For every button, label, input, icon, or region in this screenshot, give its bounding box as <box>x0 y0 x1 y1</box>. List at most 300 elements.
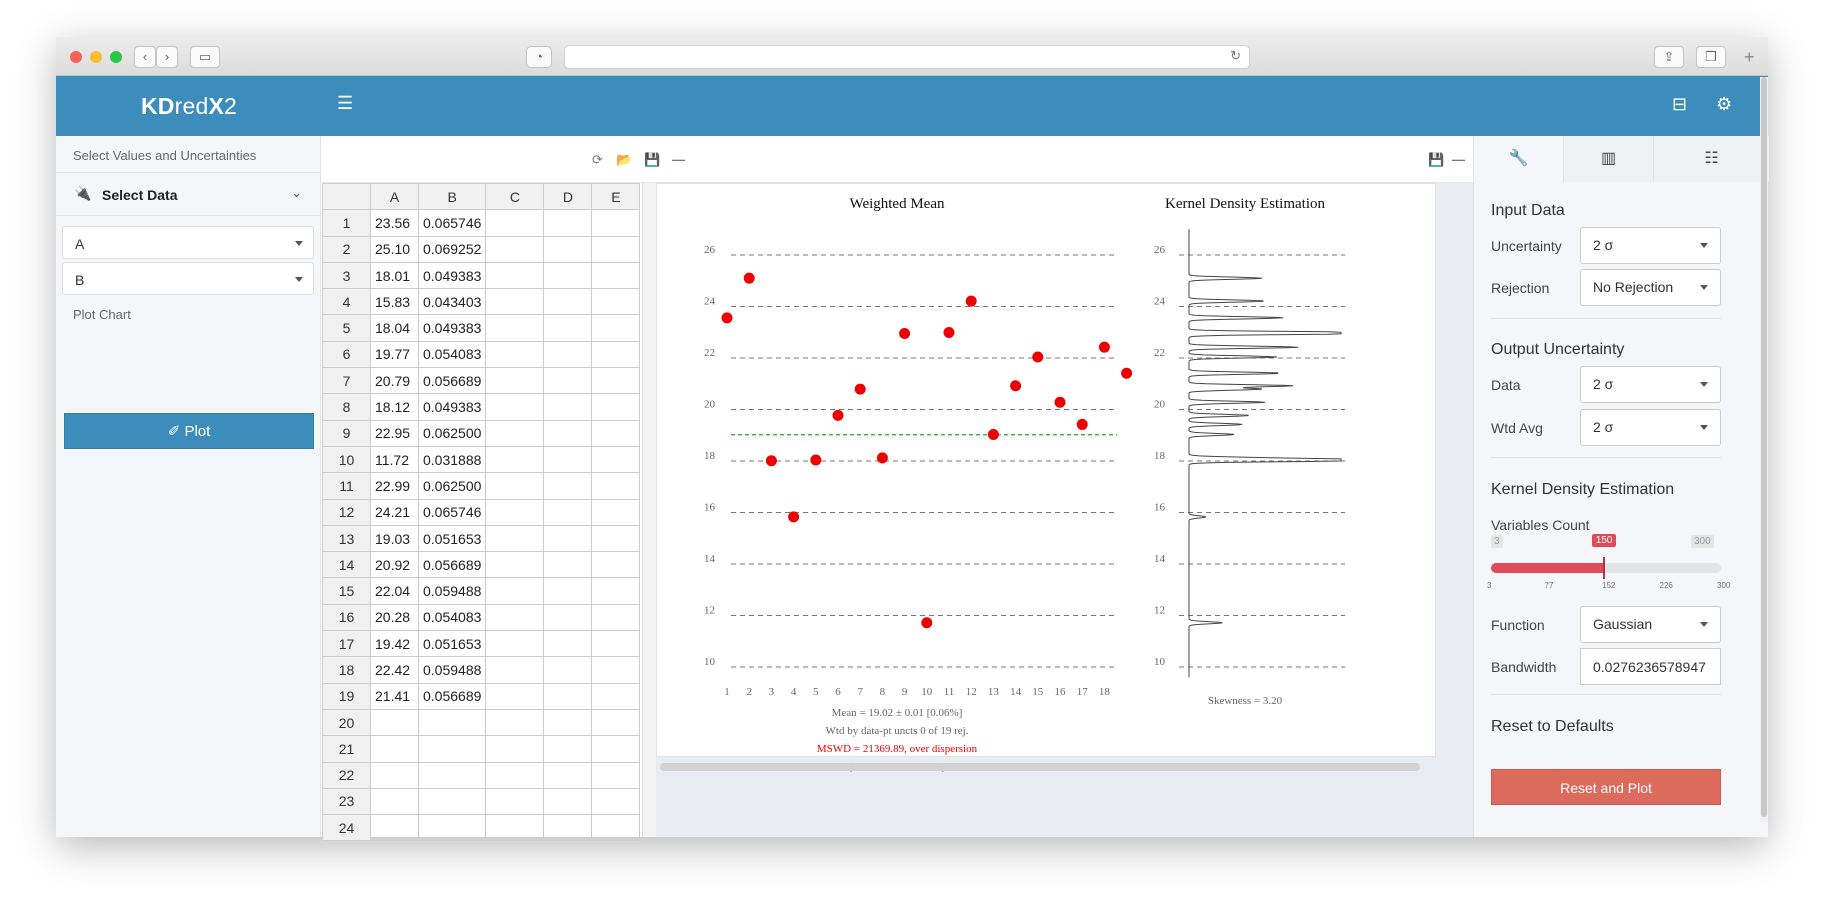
cell-b[interactable] <box>419 788 486 814</box>
cell-b[interactable]: 0.056689 <box>419 368 486 394</box>
cell-b[interactable]: 0.049383 <box>419 262 486 288</box>
close-window-icon[interactable] <box>70 51 82 63</box>
select-data-header[interactable] <box>56 172 320 216</box>
slider-fill <box>1491 563 1604 573</box>
data-point <box>722 312 733 323</box>
caret-down-icon <box>1700 382 1708 387</box>
cell-a[interactable]: 18.12 <box>371 394 419 420</box>
cell-a[interactable]: 11.72 <box>371 446 419 472</box>
cell-d[interactable] <box>544 420 592 446</box>
table-row <box>323 631 640 657</box>
x-tick-label: 7 <box>857 686 863 698</box>
cell-d[interactable] <box>544 525 592 551</box>
maximize-window-icon[interactable] <box>110 51 122 63</box>
cell-b[interactable]: 0.031888 <box>419 446 486 472</box>
cell-c[interactable] <box>486 262 544 288</box>
cell-e[interactable] <box>592 210 640 236</box>
table-row <box>323 683 640 709</box>
menu-toggle-icon[interactable]: ☰ <box>337 93 354 113</box>
chart-annotation: Skewness = 3.20 <box>1207 695 1283 707</box>
cell-c[interactable] <box>486 604 544 630</box>
chart-title: Kernel Density Estimation <box>1165 196 1325 212</box>
row-header[interactable]: 5 <box>323 315 371 341</box>
table-row <box>323 473 640 499</box>
cell-c[interactable] <box>486 446 544 472</box>
sidebar-toggle-icon[interactable]: ▭ <box>190 46 220 68</box>
cell-a[interactable] <box>371 788 419 814</box>
table-row <box>323 604 640 630</box>
row-header[interactable]: 12 <box>323 499 371 525</box>
cell-d[interactable] <box>544 446 592 472</box>
cell-b[interactable]: 0.065746 <box>419 210 486 236</box>
x-tick-label: 2 <box>746 686 752 698</box>
cell-e[interactable] <box>592 552 640 578</box>
row-header[interactable]: 4 <box>323 289 371 315</box>
uncertainty-select[interactable]: 2 σ <box>1580 227 1721 264</box>
y-tick-label: 16 <box>704 501 715 514</box>
cell-a[interactable] <box>371 762 419 788</box>
cell-b[interactable] <box>419 736 486 762</box>
cell-a[interactable]: 20.28 <box>371 604 419 630</box>
divider <box>1491 694 1721 695</box>
cell-c[interactable] <box>486 473 544 499</box>
y-tick-label: 24 <box>704 295 715 308</box>
cell-a[interactable]: 19.77 <box>371 341 419 367</box>
table-row <box>323 788 640 814</box>
cell-c[interactable] <box>486 631 544 657</box>
cell-d[interactable] <box>544 262 592 288</box>
cell-c[interactable] <box>486 657 544 683</box>
cell-d[interactable] <box>544 657 592 683</box>
cell-c[interactable] <box>486 368 544 394</box>
cell-e[interactable] <box>592 420 640 446</box>
cell-e[interactable] <box>592 578 640 604</box>
cell-e[interactable] <box>592 341 640 367</box>
data-point <box>744 273 755 284</box>
cell-c[interactable] <box>486 289 544 315</box>
data-uncertainty-select[interactable]: 2 σ <box>1580 366 1721 403</box>
cell-d[interactable] <box>544 236 592 262</box>
right-panel <box>1473 136 1768 837</box>
cell-c[interactable] <box>486 210 544 236</box>
row-header[interactable]: 16 <box>323 604 371 630</box>
wrench-icon: 🔧 <box>1508 150 1529 167</box>
app-logo[interactable]: KDredX2 <box>141 93 238 119</box>
data-point <box>833 410 844 421</box>
cell-e[interactable] <box>592 631 640 657</box>
settings-gears-icon[interactable]: ⚙ <box>1716 94 1733 114</box>
cell-b[interactable]: 0.069252 <box>419 236 486 262</box>
chevron-down-icon: ⌄ <box>291 185 302 200</box>
cell-b[interactable]: 0.051653 <box>419 631 486 657</box>
scrollbar-thumb[interactable] <box>1761 77 1767 817</box>
x-tick-label: 10 <box>921 686 933 698</box>
cell-c[interactable] <box>486 315 544 341</box>
cell-a[interactable]: 22.42 <box>371 657 419 683</box>
row-header[interactable]: 19 <box>323 683 371 709</box>
column-b-select[interactable] <box>62 262 314 295</box>
slider-tick: 226 <box>1659 581 1673 590</box>
cell-b[interactable]: 0.049383 <box>419 394 486 420</box>
y-tick-label: 10 <box>704 656 715 668</box>
chart-annotation: MSWD = 21369.89, over dispersion <box>816 743 978 755</box>
cell-d[interactable] <box>544 683 592 709</box>
cell-b[interactable]: 0.056689 <box>419 683 486 709</box>
variables-count-slider[interactable] <box>1491 563 1721 573</box>
bar-chart-icon: ▥ <box>1600 150 1617 167</box>
data-point <box>810 454 821 465</box>
cell-d[interactable] <box>544 709 592 735</box>
cell-b[interactable]: 0.054083 <box>419 341 486 367</box>
cell-e[interactable] <box>592 815 640 841</box>
cell-a[interactable] <box>371 815 419 841</box>
y-tick-label: 20 <box>1154 398 1165 411</box>
cell-c[interactable] <box>486 709 544 735</box>
slider-tick: 3 <box>1487 581 1492 590</box>
row-header[interactable]: 23 <box>323 788 371 814</box>
cell-a[interactable]: 24.21 <box>371 499 419 525</box>
table-row <box>323 236 640 262</box>
cell-d[interactable] <box>544 604 592 630</box>
plot-panel <box>656 183 1436 757</box>
cell-e[interactable] <box>592 525 640 551</box>
data-point <box>1077 419 1088 430</box>
column-header[interactable]: D <box>544 184 592 210</box>
refresh-icon[interactable]: ⟳ <box>592 152 603 167</box>
table-row <box>323 315 640 341</box>
row-header[interactable]: 13 <box>323 525 371 551</box>
x-tick-label: 4 <box>790 686 797 698</box>
uncertainty-label: Uncertainty <box>1491 238 1562 254</box>
minimize-plot-icon[interactable]: — <box>1452 152 1465 167</box>
cell-a[interactable]: 18.01 <box>371 262 419 288</box>
cell-d[interactable] <box>544 341 592 367</box>
plug-icon: 🔌 <box>74 185 92 201</box>
cell-c[interactable] <box>486 552 544 578</box>
cell-c[interactable] <box>486 578 544 604</box>
data-label: Data <box>1491 377 1521 393</box>
minimize-window-icon[interactable] <box>90 51 102 63</box>
x-tick-label: 9 <box>901 686 908 698</box>
cell-b[interactable]: 0.065746 <box>419 499 486 525</box>
row-header[interactable]: 22 <box>323 762 371 788</box>
rejection-label: Rejection <box>1491 280 1550 296</box>
site-icon: ◔ <box>526 46 552 68</box>
table-row <box>323 709 640 735</box>
cell-b[interactable]: 0.059488 <box>419 578 486 604</box>
kde-curve <box>1189 229 1341 677</box>
corner-cell <box>323 184 371 210</box>
row-header[interactable]: 21 <box>323 736 371 762</box>
y-tick-label: 18 <box>1154 450 1165 462</box>
caret-down-icon <box>1700 425 1708 430</box>
table-row <box>323 736 640 762</box>
x-tick-label: 5 <box>813 686 819 698</box>
cell-a[interactable]: 19.03 <box>371 525 419 551</box>
row-header[interactable]: 15 <box>323 578 371 604</box>
cell-a[interactable]: 19.42 <box>371 631 419 657</box>
bandwidth-label: Bandwidth <box>1491 659 1557 675</box>
data-point <box>1121 368 1132 379</box>
input-data-title: Input Data <box>1491 202 1565 219</box>
cell-c[interactable] <box>486 236 544 262</box>
row-header[interactable]: 14 <box>323 552 371 578</box>
cell-e[interactable] <box>592 657 640 683</box>
cell-c[interactable] <box>486 788 544 814</box>
forward-icon[interactable]: › <box>156 46 178 68</box>
section-title: Select Values and Uncertainties <box>73 148 257 163</box>
cell-b[interactable]: 0.049383 <box>419 315 486 341</box>
cell-d[interactable] <box>544 762 592 788</box>
table-row <box>323 815 640 841</box>
cell-d[interactable] <box>544 368 592 394</box>
row-header[interactable]: 1 <box>323 210 371 236</box>
cell-a[interactable]: 20.92 <box>371 552 419 578</box>
y-tick-label: 24 <box>1154 295 1165 308</box>
row-header[interactable]: 7 <box>323 368 371 394</box>
row-header[interactable]: 17 <box>323 631 371 657</box>
cell-d[interactable] <box>544 815 592 841</box>
cell-e[interactable] <box>592 368 640 394</box>
y-tick-label: 14 <box>704 553 715 565</box>
data-point <box>944 327 955 338</box>
cell-e[interactable] <box>592 473 640 499</box>
y-tick-label: 12 <box>1154 604 1165 617</box>
y-tick-label: 22 <box>704 347 715 359</box>
x-tick-label: 11 <box>943 686 955 698</box>
chart-annotation: Wtd by data-pt uncts 0 of 19 rej. <box>825 725 969 737</box>
plot-button[interactable]: ✐ Plot <box>64 413 314 449</box>
cell-a[interactable]: 18.04 <box>371 315 419 341</box>
cell-c[interactable] <box>486 736 544 762</box>
row-header[interactable]: 10 <box>323 446 371 472</box>
function-label: Function <box>1491 617 1545 633</box>
divider <box>1491 318 1721 319</box>
cell-e[interactable] <box>592 736 640 762</box>
cell-e[interactable] <box>592 262 640 288</box>
column-header[interactable]: A <box>371 184 419 210</box>
data-point <box>1055 397 1066 408</box>
cell-b[interactable]: 0.062500 <box>419 473 486 499</box>
x-tick-label: 14 <box>1010 686 1022 698</box>
slider-tick: 152 <box>1602 581 1616 590</box>
divider <box>1491 457 1721 458</box>
cell-e[interactable] <box>592 604 640 630</box>
data-point <box>855 384 866 395</box>
function-select[interactable]: Gaussian <box>1580 606 1721 643</box>
bandwidth-input[interactable] <box>1580 648 1721 685</box>
caret-down-icon <box>295 241 303 246</box>
table-row <box>323 552 640 578</box>
tabs-overview-icon[interactable]: ❐ <box>1696 46 1726 68</box>
cell-c[interactable] <box>486 762 544 788</box>
spreadsheet-body <box>323 210 640 841</box>
cell-d[interactable] <box>544 473 592 499</box>
cell-e[interactable] <box>592 289 640 315</box>
back-icon[interactable]: ‹ <box>134 46 156 68</box>
wtd-avg-label: Wtd Avg <box>1491 420 1543 436</box>
save-icon[interactable]: 💾 <box>644 152 661 167</box>
cell-c[interactable] <box>486 815 544 841</box>
cell-a[interactable]: 22.99 <box>371 473 419 499</box>
cell-e[interactable] <box>592 762 640 788</box>
minimize-panel-icon[interactable]: — <box>672 152 685 167</box>
x-tick-label: 1 <box>724 686 730 698</box>
cell-c[interactable] <box>486 420 544 446</box>
tab-sliders[interactable] <box>1653 136 1769 182</box>
y-tick-label: 26 <box>704 244 715 256</box>
row-header[interactable]: 2 <box>323 236 371 262</box>
cell-e[interactable] <box>592 788 640 814</box>
x-tick-label: 13 <box>987 686 999 698</box>
table-row <box>323 762 640 788</box>
table-row <box>323 525 640 551</box>
spreadsheet-header-row <box>323 184 640 210</box>
data-point <box>1099 342 1110 353</box>
cell-d[interactable] <box>544 578 592 604</box>
cell-b[interactable]: 0.043403 <box>419 289 486 315</box>
sliders-icon: ☷ <box>1704 150 1719 167</box>
cell-b[interactable] <box>419 815 486 841</box>
table-row <box>323 578 640 604</box>
column-b-value: B <box>75 272 85 288</box>
cell-a[interactable]: 21.41 <box>371 683 419 709</box>
row-header[interactable]: 9 <box>323 420 371 446</box>
slider-max: 300 <box>1691 535 1714 548</box>
table-row <box>323 210 640 236</box>
left-sidebar <box>56 136 321 837</box>
address-bar[interactable] <box>564 45 1250 69</box>
cell-e[interactable] <box>592 236 640 262</box>
cell-a[interactable]: 22.04 <box>371 578 419 604</box>
y-tick-label: 16 <box>1154 501 1165 514</box>
row-header[interactable]: 6 <box>323 341 371 367</box>
data-point <box>899 328 910 339</box>
reset-and-plot-button[interactable]: Reset and Plot <box>1491 769 1721 805</box>
cell-d[interactable] <box>544 315 592 341</box>
row-header[interactable]: 24 <box>323 815 371 841</box>
row-header[interactable]: 18 <box>323 657 371 683</box>
y-tick-label: 10 <box>1154 656 1165 668</box>
cell-e[interactable] <box>592 394 640 420</box>
tab-chart[interactable] <box>1563 136 1653 182</box>
column-header[interactable]: E <box>592 184 640 210</box>
column-header[interactable]: C <box>486 184 544 210</box>
column-header[interactable]: B <box>419 184 486 210</box>
slider-tick: 77 <box>1544 581 1554 590</box>
slider-tick: 300 <box>1717 581 1731 590</box>
spreadsheet <box>322 183 642 837</box>
column-a-select[interactable] <box>62 226 314 259</box>
page-scrollbar[interactable] <box>1760 77 1768 822</box>
select-data-label: Select Data <box>102 187 178 203</box>
cell-d[interactable] <box>544 631 592 657</box>
y-tick-label: 14 <box>1154 553 1165 565</box>
cell-a[interactable]: 25.10 <box>371 236 419 262</box>
cell-e[interactable] <box>592 315 640 341</box>
row-header[interactable]: 11 <box>323 473 371 499</box>
cell-b[interactable]: 0.062500 <box>419 420 486 446</box>
cell-c[interactable] <box>486 683 544 709</box>
table-row <box>323 394 640 420</box>
reload-icon[interactable]: ↻ <box>1230 48 1241 63</box>
cell-c[interactable] <box>486 341 544 367</box>
splitter[interactable] <box>642 183 656 837</box>
share-icon[interactable]: ⇪ <box>1654 46 1684 68</box>
cell-b[interactable] <box>419 762 486 788</box>
cell-a[interactable]: 15.83 <box>371 289 419 315</box>
cell-b[interactable]: 0.056689 <box>419 552 486 578</box>
x-tick-label: 17 <box>1076 686 1088 698</box>
cell-d[interactable] <box>544 552 592 578</box>
y-tick-label: 22 <box>1154 347 1165 359</box>
cell-d[interactable] <box>544 736 592 762</box>
cell-e[interactable] <box>592 709 640 735</box>
slider-handle[interactable] <box>1603 557 1605 579</box>
cell-e[interactable] <box>592 499 640 525</box>
x-tick-label: 15 <box>1032 686 1044 698</box>
plot-chart-label: Plot Chart <box>73 307 131 322</box>
row-header[interactable]: 20 <box>323 709 371 735</box>
table-row <box>323 368 640 394</box>
x-tick-label: 18 <box>1098 686 1110 698</box>
cell-e[interactable] <box>592 683 640 709</box>
cell-b[interactable]: 0.054083 <box>419 604 486 630</box>
cell-d[interactable] <box>544 499 592 525</box>
cell-d[interactable] <box>544 788 592 814</box>
cell-b[interactable]: 0.059488 <box>419 657 486 683</box>
split-view-icon[interactable]: ⊟ <box>1672 94 1688 114</box>
reset-title: Reset to Defaults <box>1491 718 1614 735</box>
cell-a[interactable] <box>371 709 419 735</box>
kde-title: Kernel Density Estimation <box>1491 481 1675 498</box>
save-plot-icon[interactable]: 💾 <box>1428 152 1445 167</box>
new-tab-icon[interactable]: + <box>1744 47 1755 67</box>
slider-ticks <box>1487 581 1731 593</box>
browser-toolbar <box>56 37 1768 76</box>
cell-a[interactable]: 23.56 <box>371 210 419 236</box>
cell-b[interactable] <box>419 709 486 735</box>
cell-d[interactable] <box>544 394 592 420</box>
output-uncertainty-title: Output Uncertainty <box>1491 341 1625 358</box>
cell-a[interactable]: 22.95 <box>371 420 419 446</box>
cell-a[interactable] <box>371 736 419 762</box>
x-tick-label: 6 <box>835 686 841 698</box>
cell-c[interactable] <box>486 394 544 420</box>
horizontal-scrollbar[interactable] <box>660 763 1420 771</box>
open-folder-icon[interactable]: 📂 <box>616 152 633 167</box>
cell-e[interactable] <box>592 446 640 472</box>
data-point <box>966 296 977 307</box>
row-header[interactable]: 3 <box>323 262 371 288</box>
cell-b[interactable]: 0.051653 <box>419 525 486 551</box>
cell-a[interactable]: 20.79 <box>371 368 419 394</box>
tab-wrench[interactable] <box>1474 136 1563 182</box>
x-tick-label: 16 <box>1054 686 1066 698</box>
y-tick-label: 18 <box>704 450 715 462</box>
cell-c[interactable] <box>486 525 544 551</box>
data-point <box>788 511 799 522</box>
rejection-select[interactable]: No Rejection <box>1580 269 1721 306</box>
cell-d[interactable] <box>544 210 592 236</box>
cell-d[interactable] <box>544 289 592 315</box>
wtd-avg-select[interactable]: 2 σ <box>1580 409 1721 446</box>
cell-c[interactable] <box>486 499 544 525</box>
table-row <box>323 499 640 525</box>
caret-down-icon <box>1700 243 1708 248</box>
app-header <box>56 76 1768 136</box>
row-header[interactable]: 8 <box>323 394 371 420</box>
